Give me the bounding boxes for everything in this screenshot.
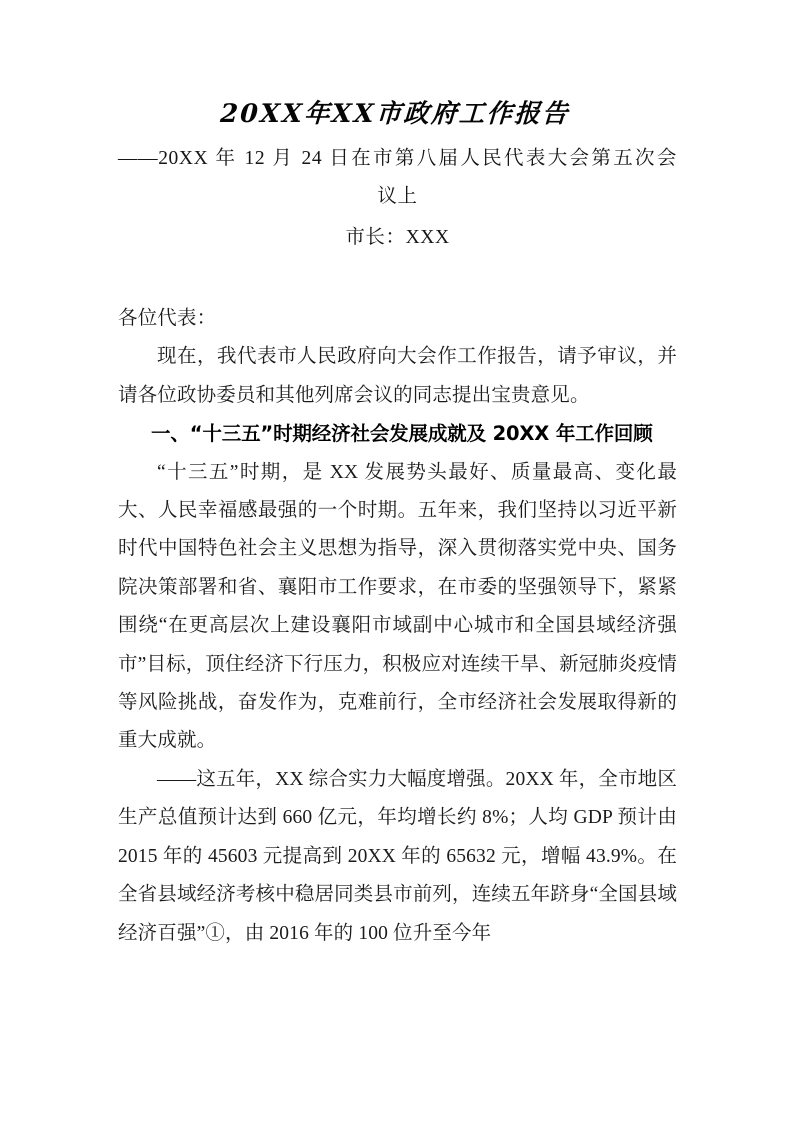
salutation: 各位代表： xyxy=(118,308,217,329)
paragraph-economic-strength: ——这五年，XX 综合实力大幅度增强。20XX 年，全市地区生产总值预计达到 660 亿元，年均增长约 8%；人均 GDP 预计由 2015 年的 45603 元提高到 20XX 年的 65632 元，增幅 43.9%。在全省县域经济考核中稳居同类县市前列，连续五年跻身“全国县域经济百强”①，由 2016 年的 100 位升至今年 xyxy=(118,768,678,944)
document-subtitle xyxy=(118,131,677,216)
paragraph-achievements: “十三五”时期，是 XX 发展势头最好、质量最高、变化最大、人民幸福感最强的一个时期。五年来，我们坚持以习近平新时代中国特色社会主义思想为指导，深入贯彻落实党中央、国务院决策部署和省、襄阳市工作要求，在市委的坚强领导下，紧紧围绕“在更高层次上建设襄阳市域副中心城市和全国县域经济强市”目标，顶住经济下行压力，积极应对连续干旱、新冠肺炎疫情等风险挑战，奋发作为，克难前行，全市经济社会发展取得新的重大成就。 xyxy=(118,461,678,752)
paragraph-opening: 现在，我代表市人民政府向大会作工作报告，请予审议，并请各位政协委员和其他列席会议的同志提出宝贵意见。 xyxy=(118,346,677,406)
section-heading-one: 一、“十三五”时期经济社会发展成就及 20XX 年工作回顾 xyxy=(151,422,653,446)
subtitle-line-1: ——20XX 年 12 月 24 日在市第八届人民代表大会第五次会 xyxy=(118,148,677,169)
subtitle-line-2: 议上 xyxy=(377,186,418,207)
document-body xyxy=(118,257,677,953)
text-column xyxy=(118,0,677,953)
speaker-line: 市长：XXX xyxy=(345,227,450,248)
page-title: 20XX年XX市政府工作报告 xyxy=(219,99,571,129)
